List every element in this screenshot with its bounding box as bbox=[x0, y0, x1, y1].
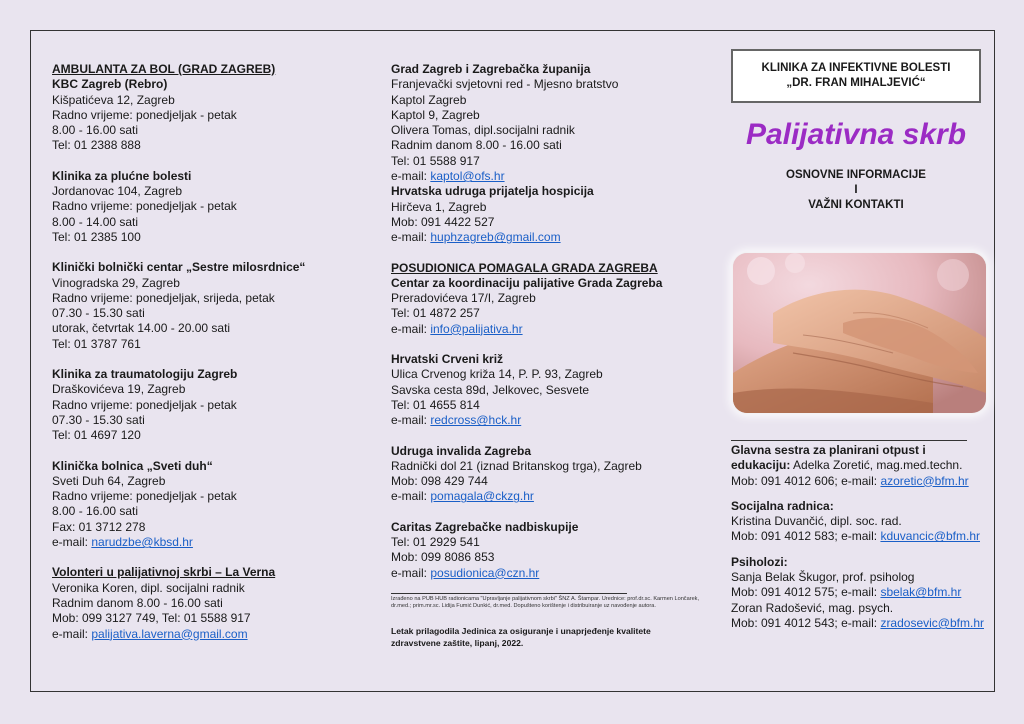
contact-block bbox=[391, 352, 701, 428]
email-label: e-mail: bbox=[391, 489, 431, 504]
phone: Tel: 01 4655 814 bbox=[391, 397, 480, 412]
block-heading: Caritas Zagrebačke nadbiskupije bbox=[391, 519, 579, 534]
contact-block bbox=[391, 520, 701, 581]
phone: Mob: 091 4422 527 bbox=[391, 214, 495, 229]
email-link[interactable]: azoretic@bfm.hr bbox=[880, 473, 969, 488]
email-label: e-mail: bbox=[52, 626, 92, 641]
contact-block bbox=[391, 444, 701, 505]
email-label: e-mail: bbox=[391, 169, 431, 184]
role-heading-cont: edukaciju: bbox=[731, 458, 791, 473]
block-heading: Volonteri u palijativnoj skrbi – La Verna bbox=[52, 565, 276, 580]
hours: 07.30 - 15.30 sati bbox=[52, 412, 145, 427]
phone: Mob: 099 3127 749, Tel: 01 5588 917 bbox=[52, 611, 251, 626]
block-heading: Udruga invalida Zagreba bbox=[391, 443, 532, 458]
block-heading: Hrvatski Crveni križ bbox=[391, 352, 504, 367]
mobile: Mob: 091 4012 606; e-mail: bbox=[731, 473, 881, 488]
contact-block bbox=[391, 261, 701, 337]
hours: utorak, četvrtak 14.00 - 20.00 sati bbox=[52, 321, 231, 336]
address: Jordanovac 104, Zagreb bbox=[52, 184, 183, 199]
address: Sveti Duh 64, Zagreb bbox=[52, 473, 166, 488]
phone: Tel: 01 2929 541 bbox=[391, 535, 480, 550]
hours: Radnim danom 8.00 - 16.00 sati bbox=[52, 595, 223, 610]
email-link[interactable]: narudzbe@kbsd.hr bbox=[91, 535, 193, 550]
contact-block bbox=[391, 184, 701, 245]
hours-label: Radno vrijeme: ponedjeljak - petak bbox=[52, 107, 237, 122]
block-heading: Grad Zagreb i Zagrebačka županija bbox=[391, 62, 591, 76]
email-link[interactable]: kaptol@ofs.hr bbox=[430, 169, 505, 184]
phone-email-line bbox=[731, 529, 981, 544]
email-line bbox=[391, 413, 701, 428]
org-name: Kaptol Zagreb bbox=[391, 92, 467, 107]
contact-block bbox=[52, 169, 372, 245]
block-heading: Klinika za traumatologiju Zagreb bbox=[52, 367, 238, 382]
hours: 8.00 - 14.00 sati bbox=[52, 214, 139, 229]
email-link[interactable]: info@palijativa.hr bbox=[430, 321, 523, 336]
clinic-name-line2: „DR. FRAN MIHALJEVIĆ“ bbox=[786, 77, 926, 89]
mobile: Mob: 091 4012 583; e-mail: bbox=[731, 529, 881, 544]
block-heading: Klinika za plućne bolesti bbox=[52, 168, 192, 183]
phone: Mob: 099 8086 853 bbox=[391, 550, 495, 565]
right-column-contacts bbox=[731, 440, 984, 641]
hours: Radnim danom 8.00 - 16.00 sati bbox=[391, 138, 562, 153]
contact-block bbox=[52, 62, 372, 154]
person-name: Kristina Duvančić, dipl. soc. rad. bbox=[731, 514, 902, 529]
block-heading: POSUDIONICA POMAGALA GRADA ZAGREBA bbox=[391, 260, 658, 275]
contact-block bbox=[52, 367, 372, 443]
address: Ulica Crvenog križa 14, P. P. 93, Zagreb bbox=[391, 367, 603, 382]
role-heading: Psiholozi: bbox=[731, 554, 788, 569]
email-line bbox=[52, 627, 372, 642]
phone: Tel: 01 2388 888 bbox=[52, 138, 141, 153]
email-line bbox=[391, 322, 701, 337]
contact-block bbox=[731, 499, 981, 545]
person-name: Sanja Belak Škugor, prof. psiholog bbox=[731, 570, 915, 585]
block-heading: Hrvatska udruga prijatelja hospicija bbox=[391, 184, 594, 199]
brochure-title: Palijativna skrb bbox=[745, 118, 967, 151]
contact-person: Veronika Koren, dipl. socijalni radnik bbox=[52, 580, 245, 595]
hours: 8.00 - 16.00 sati bbox=[52, 504, 139, 519]
address: Savska cesta 89d, Jelkovec, Sesvete bbox=[391, 382, 590, 397]
address: Draškovićeva 19, Zagreb bbox=[52, 382, 186, 397]
address: Kaptol 9, Zagreb bbox=[391, 107, 480, 122]
phone: Tel: 01 4872 257 bbox=[391, 306, 480, 321]
clinic-name-box bbox=[731, 49, 981, 103]
contact-person bbox=[731, 458, 981, 473]
contact-block bbox=[52, 565, 372, 641]
email-label: e-mail: bbox=[391, 230, 431, 245]
fax: Fax: 01 3712 278 bbox=[52, 519, 146, 534]
address: Hirčeva 1, Zagreb bbox=[391, 199, 487, 214]
phone: Mob: 098 429 744 bbox=[391, 474, 488, 489]
email-line bbox=[391, 566, 701, 581]
mobile: Mob: 091 4012 543; e-mail: bbox=[731, 615, 881, 630]
contact-block bbox=[52, 260, 372, 352]
email-link[interactable]: zradosevic@bfm.hr bbox=[880, 615, 984, 630]
holding-hands-photo bbox=[733, 253, 986, 413]
brochure-subtitle bbox=[731, 168, 981, 213]
email-line bbox=[391, 169, 701, 184]
hours-label: Radno vrijeme: ponedjeljak - petak bbox=[52, 489, 237, 504]
email-line bbox=[391, 489, 701, 504]
block-subheading: Centar za koordinaciju palijative Grada Zagreba bbox=[391, 275, 663, 290]
email-link[interactable]: palijativa.laverna@gmail.com bbox=[91, 626, 248, 641]
email-link[interactable]: sbelak@bfm.hr bbox=[880, 585, 962, 600]
role-heading: Glavna sestra za planirani otpust i bbox=[731, 443, 926, 457]
phone-email-line bbox=[731, 615, 984, 631]
contact-block bbox=[731, 443, 981, 489]
contact-block bbox=[731, 554, 984, 631]
address: Kišpatićeva 12, Zagreb bbox=[52, 92, 175, 107]
email-link[interactable]: redcross@hck.hr bbox=[430, 413, 522, 428]
block-heading: Klinička bolnica „Sveti duh“ bbox=[52, 458, 213, 473]
hands-illustration bbox=[733, 253, 986, 413]
middle-column bbox=[391, 62, 701, 649]
phone: Tel: 01 2385 100 bbox=[52, 229, 141, 244]
org-name: Franjevački svjetovni red - Mjesno bratstvo bbox=[391, 77, 619, 92]
phone: Tel: 01 4697 120 bbox=[52, 428, 141, 443]
email-line bbox=[52, 535, 372, 550]
email-link[interactable]: huphzagreb@gmail.com bbox=[430, 230, 561, 245]
divider bbox=[731, 440, 967, 441]
subtitle-line2: I bbox=[854, 184, 858, 196]
phone: Tel: 01 5588 917 bbox=[391, 153, 480, 168]
email-link[interactable]: kduvancic@bfm.hr bbox=[880, 529, 980, 544]
hours-label: Radno vrijeme: ponedjeljak - petak bbox=[52, 397, 237, 412]
contact-block bbox=[391, 62, 701, 184]
hours-label: Radno vrijeme: ponedjeljak - petak bbox=[52, 199, 237, 214]
email-link[interactable]: pomagala@ckzg.hr bbox=[430, 489, 534, 504]
divider bbox=[391, 593, 627, 594]
hours: 07.30 - 15.30 sati bbox=[52, 306, 145, 321]
contact-block bbox=[52, 459, 372, 551]
email-line bbox=[391, 230, 701, 245]
left-column bbox=[52, 62, 372, 657]
subtitle-line3: VAŽNI KONTAKTI bbox=[808, 199, 904, 211]
contact-person: Olivera Tomas, dipl.socijalni radnik bbox=[391, 123, 575, 138]
mobile: Mob: 091 4012 575; e-mail: bbox=[731, 585, 881, 600]
clinic-name-line1: KLINIKA ZA INFEKTIVNE BOLESTI bbox=[761, 62, 951, 74]
phone: Tel: 01 3787 761 bbox=[52, 336, 141, 351]
address: Vinogradska 29, Zagreb bbox=[52, 275, 180, 290]
person-name: Adelka Zoretić, mag.med.techn. bbox=[790, 458, 963, 473]
email-label: e-mail: bbox=[391, 413, 431, 428]
email-label: e-mail: bbox=[391, 565, 431, 580]
address: Radnički dol 21 (iznad Britanskog trga), Zagreb bbox=[391, 458, 642, 473]
email-link[interactable]: posudionica@czn.hr bbox=[430, 565, 540, 580]
hours-label: Radno vrijeme: ponedjeljak, srijeda, petak bbox=[52, 290, 275, 305]
address: Preradovićeva 17/I, Zagreb bbox=[391, 291, 536, 306]
role-heading: Socijalna radnica: bbox=[731, 498, 834, 513]
adaptation-note: Letak prilagodila Jedinica za osiguranje i unaprjeđenje kvalitete zdravstvene zaštite, lipanj, 2022. bbox=[391, 625, 651, 648]
phone-email-line bbox=[731, 474, 981, 489]
hours: 8.00 - 16.00 sati bbox=[52, 123, 139, 138]
block-heading: Klinički bolnički centar „Sestre milosrdnice“ bbox=[52, 260, 306, 275]
fine-print: Izrađeno na PUB HUB radionicama "Upravljanje palijativnom skrbi" ŠNZ A. Štampar. Urednice: prof.dr.sc. Karmen Lončarek, dr.med.; prim.mr.sc. Lidija Fumić Dunkić, dr.med. Dopušteno korištenje i distribuiranje uz navođenje autora. bbox=[391, 595, 700, 610]
subtitle-line1: OSNOVNE INFORMACIJE bbox=[786, 169, 926, 181]
email-label: e-mail: bbox=[391, 321, 431, 336]
block-heading: AMBULANTA ZA BOL (GRAD ZAGREB) bbox=[52, 62, 276, 76]
email-label: e-mail: bbox=[52, 535, 92, 550]
phone-email-line bbox=[731, 585, 981, 600]
person-name: Zoran Radošević, mag. psych. bbox=[731, 600, 894, 615]
block-subheading: KBC Zagreb (Rebro) bbox=[52, 77, 168, 92]
